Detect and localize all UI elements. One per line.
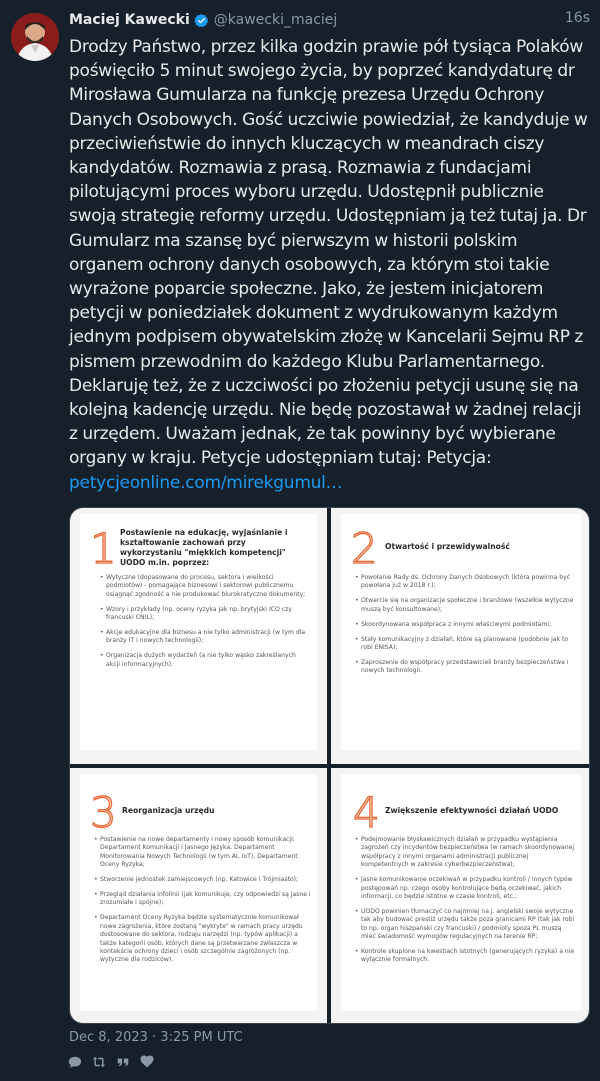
bullet: • Powołanie Rady ds. Ochrony Danych Osobowych (która powinna być powołana już w 2018 r.); [355, 574, 575, 591]
like-icon[interactable] [140, 1055, 154, 1069]
card-title: Zwiększenie efektywności działań UODO [385, 806, 559, 815]
bullet: • Wytyczne (dopasowane do procesu, sektora i wielkości podmiotów) - pomagające biznesowi i sektorowi publicznemu osiągnąć zgodność a nie produkować biurokratyczne dokumenty; [100, 574, 310, 599]
card-page [80, 774, 317, 1011]
author-name[interactable]: Maciej Kawecki [69, 12, 190, 28]
image-card-1[interactable] [70, 508, 327, 764]
petition-link[interactable]: petycjeonline.com/mirekgumul… [69, 472, 343, 493]
bullet: • Zaproszenie do współpracy przedstawicieli branży bezpieczeństwa i nowych technologii. [355, 659, 575, 676]
bullet: • Podejmowanie błyskawicznych działań w przypadku wystąpienia zagrożeń czy incydentów bezpieczeństwa (w ramach skoordynowanej współpracy z innymi organami administracji publicznej kompetentnych w zakresie cyberbezpieczeństwa); [355, 836, 577, 870]
tweet-time[interactable]: 16s [564, 10, 590, 26]
card-page [341, 774, 581, 1011]
tweet-header [69, 10, 590, 30]
bullet: • UODO powinien tłumaczyć co najmniej na j. angielski swoje wytyczne tak aby budować prestiż urzędu także poza granicami RP (tak jak robi to np. organ hiszpański czy francuski) / podmioty spoza PL muszą mieć świadomość wymogów regulacyjnych na terenie RP; [355, 908, 577, 942]
bullet: • Wzory i przykłady (np. oceny ryzyka jak np. brytyjski ICO czy francuski CNIL); [100, 606, 310, 623]
tweet-body: Drodzy Państwo, przez kilka godzin prawie pół tysiąca Polaków poświęciło 5 minut swojego życia, by poprzeć kandydaturę dr Mirosława Gumularza na funkcję prezesa Urzędu Ochrony Danych Osobowych. Gość uczciwie powiedział, że kandyduje w przeciwieństwie do innych kluczących w meandrach ciszy kandydatów. Rozmawia z prasą. Rozmawia z fundacjami pilotującymi proces wyboru urzędu. Udostępnił publicznie swoją strategię reformy urzędu. Udostępniam ją też tutaj ja. Dr Gumularz ma szansę być pierwszym w historii polskim organem ochrony danych osobowych, za którym stoi takie wyrażone poparcie społeczne. Jako, że jestem inicjatorem petycji w poniedziałek dokument z wydrukowanym każdym jednym podpisem obywatelskim złożę w Kancelarii Sejmu RP z pismem przewodnim do każdego Klubu Parlamentarnego. Deklaruję też, że z uczciwości po złożeniu petycji usunę się na kolejną kadencję urzędu. Nie będę pozostawał w żadnej relacji z urzędem. Uważam jednak, że tak powinny być wybierane organy w kraju. Petycje udostępniam tutaj: Petycja: [69, 37, 588, 469]
card-number: 1 [90, 524, 117, 573]
card-page [80, 514, 317, 750]
tweet-text [69, 35, 593, 495]
image-card-2[interactable] [331, 508, 590, 764]
bullet: • Stały komunikacyjny z działań, które są planowane (podobnie jak to robi ENISA); [355, 636, 575, 653]
reply-icon[interactable] [68, 1055, 82, 1069]
retweet-icon[interactable] [92, 1055, 106, 1069]
author-handle[interactable]: @kawecki_maciej [213, 12, 338, 28]
image-card-4[interactable] [331, 768, 590, 1024]
card-title: Reorganizacja urzędu [122, 806, 215, 815]
bullet: • Stworzenie jednostek zamiejscowych (np. Katowice i Trójmiasto); [94, 876, 312, 884]
card-title: Postawienie na edukację, wyjaśnianie i kształtowanie zachowań przy wykorzystaniu "miękkich kompetencji" UODO m.in. poprzez: [120, 528, 288, 567]
quote-icon[interactable] [116, 1055, 130, 1069]
bullet: • Akcje edukacyjne dla biznesu a nie tylko administracji (w tym dla branży IT i nowych technologii); [100, 629, 310, 646]
card-bullets [100, 574, 310, 676]
card-page [341, 514, 581, 750]
bullet: • Postawienie na nowe departamenty i nowy sposób komunikacji: Departament Komunikacji i Jasnego Języka, Departament Monitorowania Nowych Technologii (w tym AI, IoT), Departament Oceny Ryzyka; [94, 836, 312, 870]
verified-badge-icon [194, 13, 209, 28]
card-bullets [94, 836, 312, 971]
bullet: • Przegląd działania infolinii (jak komunikuje, czy odpowiedzi są jasne i zrozumiałe i spójne); [94, 891, 312, 908]
card-bullets [355, 574, 575, 682]
card-number: 2 [351, 524, 378, 573]
image-card-3[interactable] [70, 768, 327, 1024]
bullet: • Otwarcie się na organizacje społeczne i branżowe (wszelkie wytyczne muszą być konsultowane); [355, 597, 575, 614]
image-grid [69, 507, 590, 1024]
card-title: Otwartość i przewidywalność [385, 542, 510, 551]
bullet: • Departament Oceny Ryzyka będzie systematycznie komunikował nowe zagrożenia, które zostaną "wykryte" w ramach pracy urzędu dostosowane do sektora, rodzaju narzędzi (np. typów aplikacji) a także kategorii osób, których dane są przetwarzane zwłaszcza w kontekście ochrony dzieci i osób szczególnie zagrożonych (np. wytyczne dla rodziców). [94, 914, 312, 964]
bullet: • Organizacja dużych wydarzeń (a nie tylko wąsko zakreślanych akcji informacyjnych). [100, 652, 310, 669]
tweet-actions [68, 1055, 154, 1069]
bullet: • Kontrole skupione na kwestiach istotnych (generujących ryzyka) a nie wyłącznie formalnych. [355, 948, 577, 965]
tweet-date[interactable]: Dec 8, 2023 · 3:25 PM UTC [69, 1030, 243, 1045]
card-number: 4 [353, 788, 380, 837]
bullet: • Jasne komunikowanie oczekiwań w przypadku kontroli / innych typów postępowań np. czego osoby kontrolujące będą oczekiwać, jakich informacji, co będzie istotne w czasie kontroli, etc.; [355, 876, 577, 901]
avatar[interactable] [11, 13, 59, 61]
bullet: • Skoordynowana współpraca z innymi właściwymi podmiotami; [355, 621, 575, 629]
card-bullets [355, 836, 577, 971]
card-number: 3 [90, 788, 117, 837]
